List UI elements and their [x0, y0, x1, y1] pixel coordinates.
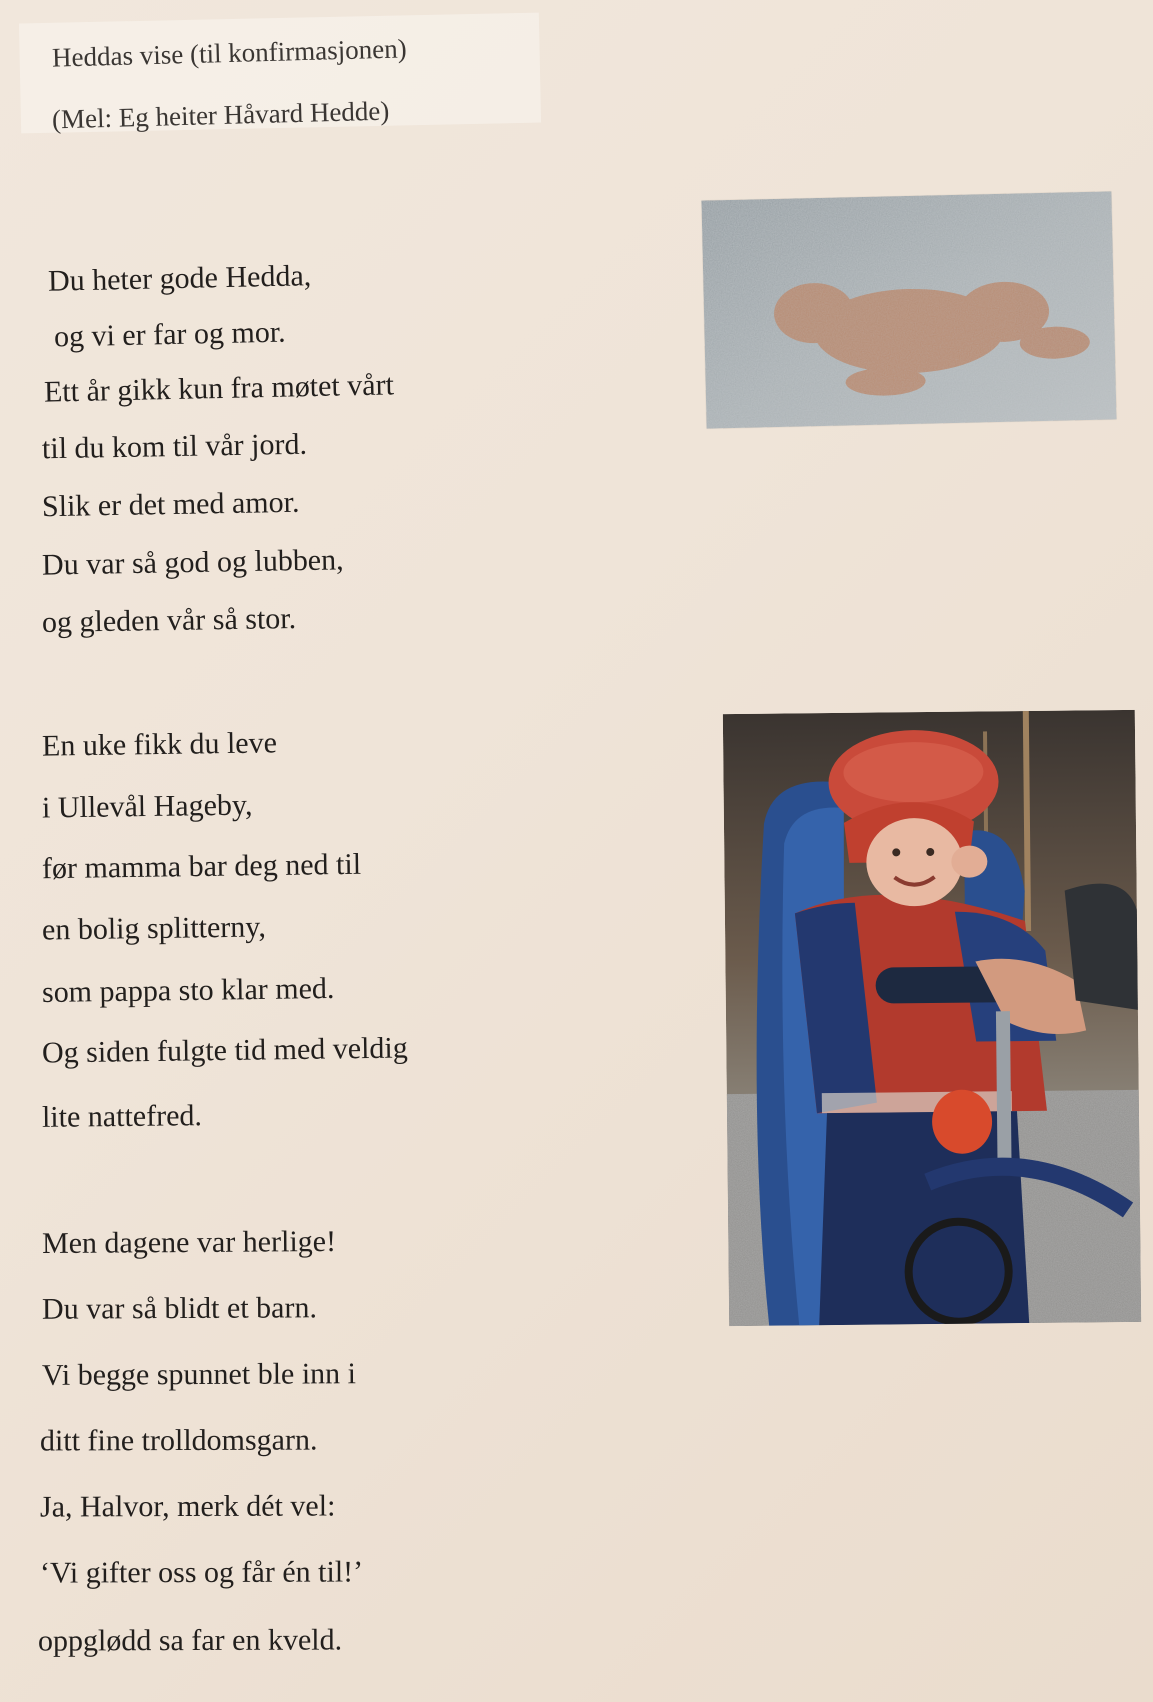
stanza-3-line-5: Ja, Halvor, merk dét vel: [39, 1489, 336, 1524]
stanza-1-line-2: og vi er far og mor. [53, 315, 286, 354]
stanza-1-line-5: Slik er det med amor. [41, 485, 300, 524]
stanza-3-line-7: oppglødd sa far en kveld. [37, 1623, 343, 1658]
stanza-3-line-2: Du var så blidt et barn. [41, 1291, 318, 1326]
stanza-2-line-6: Og siden fulgte tid med veldig [41, 1031, 408, 1070]
stanza-3-line-4: ditt fine trolldomsgarn. [39, 1423, 318, 1458]
stanza-1-line-4: til du kom til vår jord. [41, 427, 308, 466]
stanza-2-line-4: en bolig splitterny, [41, 910, 267, 947]
stanza-2-line-1: En uke fikk du leve [41, 726, 278, 763]
stanza-2-line-2: i Ullevål Hageby, [41, 788, 253, 825]
stanza-2-line-7: lite nattefred. [41, 1099, 203, 1134]
stanza-2-line-5: som pappa sto klar med. [41, 971, 335, 1010]
stanza-2-line-3: før mamma bar deg ned til [41, 847, 362, 886]
melody-note: (Mel: Eg heiter Håvard Hedde) [51, 95, 390, 135]
stanza-1-line-1: Du heter gode Hedda, [47, 259, 312, 298]
stanza-1-line-7: og gleden vår så stor. [41, 602, 297, 639]
ultrasound-photo [701, 191, 1116, 428]
stanza-1-line-3: Ett år gikk kun fra møtet vårt [43, 368, 395, 409]
stanza-1-line-6: Du var så god og lubben, [41, 543, 344, 582]
stanza-3-line-3: Vi begge spunnet ble inn i [41, 1357, 357, 1392]
stanza-3-line-6: ‘Vi gifter oss og får én til!’ [39, 1555, 364, 1590]
song-title: Heddas vise (til konfirmasjonen) [51, 33, 407, 73]
stanza-3-line-1: Men dagene var herlige! [41, 1224, 337, 1261]
child-on-bike-photo [723, 710, 1141, 1326]
